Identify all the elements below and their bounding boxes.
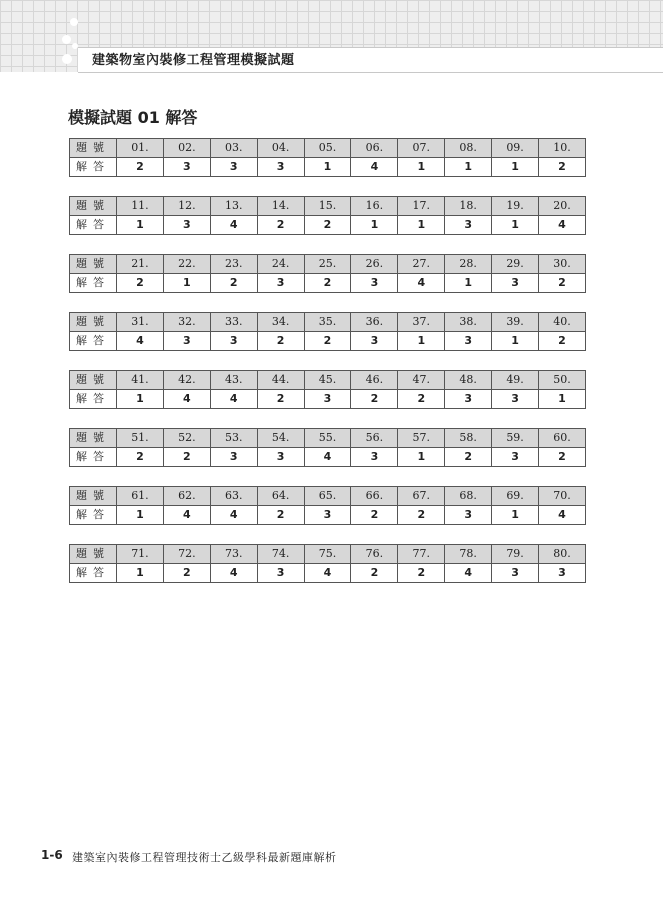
question-number-cell: 39. bbox=[492, 313, 539, 332]
running-header-title: 建築物室內裝修工程管理模擬試題 bbox=[92, 53, 295, 68]
answer-cell: 2 bbox=[351, 564, 398, 583]
answer-cell: 4 bbox=[163, 390, 210, 409]
question-number-cell: 07. bbox=[398, 139, 445, 158]
question-number-cell: 04. bbox=[257, 139, 304, 158]
answer-cell: 3 bbox=[304, 390, 351, 409]
answer-cell: 3 bbox=[539, 564, 586, 583]
question-number-row bbox=[70, 371, 586, 390]
question-number-cell: 22. bbox=[163, 255, 210, 274]
question-number-cell: 32. bbox=[163, 313, 210, 332]
answer-cell: 2 bbox=[163, 564, 210, 583]
answer-table bbox=[69, 428, 586, 467]
question-number-cell: 14. bbox=[257, 197, 304, 216]
question-number-cell: 64. bbox=[257, 487, 304, 506]
answer-cell: 1 bbox=[117, 506, 164, 525]
question-number-cell: 75. bbox=[304, 545, 351, 564]
answer-cell: 2 bbox=[304, 216, 351, 235]
answer-cell: 2 bbox=[351, 390, 398, 409]
question-number-row bbox=[70, 487, 586, 506]
answer-cell: 2 bbox=[539, 158, 586, 177]
answer-cell: 2 bbox=[117, 448, 164, 467]
question-number-cell: 12. bbox=[163, 197, 210, 216]
answer-row bbox=[70, 274, 586, 293]
question-number-cell: 46. bbox=[351, 371, 398, 390]
question-number-cell: 52. bbox=[163, 429, 210, 448]
answer-cell: 4 bbox=[210, 390, 257, 409]
answer-cell: 1 bbox=[398, 216, 445, 235]
question-number-cell: 02. bbox=[163, 139, 210, 158]
answer-cell: 1 bbox=[492, 332, 539, 351]
answer-label: 解答 bbox=[70, 274, 117, 293]
answer-row bbox=[70, 564, 586, 583]
answer-cell: 1 bbox=[445, 274, 492, 293]
question-number-cell: 13. bbox=[210, 197, 257, 216]
answer-cell: 3 bbox=[163, 332, 210, 351]
answer-cell: 1 bbox=[398, 158, 445, 177]
answer-cell: 1 bbox=[445, 158, 492, 177]
question-number-cell: 50. bbox=[539, 371, 586, 390]
answer-cell: 1 bbox=[492, 506, 539, 525]
question-label: 題號 bbox=[70, 255, 117, 274]
answer-cell: 4 bbox=[210, 506, 257, 525]
answer-cell: 2 bbox=[257, 390, 304, 409]
question-number-cell: 40. bbox=[539, 313, 586, 332]
answer-cell: 3 bbox=[492, 390, 539, 409]
question-number-cell: 60. bbox=[539, 429, 586, 448]
answer-table bbox=[69, 196, 586, 235]
answer-cell: 4 bbox=[398, 274, 445, 293]
question-number-cell: 25. bbox=[304, 255, 351, 274]
answer-table bbox=[69, 138, 586, 177]
answer-cell: 2 bbox=[304, 332, 351, 351]
question-number-cell: 19. bbox=[492, 197, 539, 216]
question-number-cell: 57. bbox=[398, 429, 445, 448]
answer-cell: 2 bbox=[398, 390, 445, 409]
question-number-cell: 79. bbox=[492, 545, 539, 564]
answer-cell: 2 bbox=[539, 332, 586, 351]
answer-row bbox=[70, 216, 586, 235]
question-number-cell: 58. bbox=[445, 429, 492, 448]
header-dot bbox=[62, 54, 72, 64]
answer-cell: 1 bbox=[117, 390, 164, 409]
question-number-cell: 76. bbox=[351, 545, 398, 564]
question-number-cell: 68. bbox=[445, 487, 492, 506]
question-number-cell: 80. bbox=[539, 545, 586, 564]
question-number-cell: 55. bbox=[304, 429, 351, 448]
question-number-cell: 78. bbox=[445, 545, 492, 564]
answer-row bbox=[70, 390, 586, 409]
answer-label: 解答 bbox=[70, 506, 117, 525]
question-number-cell: 71. bbox=[117, 545, 164, 564]
answer-cell: 4 bbox=[304, 448, 351, 467]
question-number-cell: 42. bbox=[163, 371, 210, 390]
question-number-cell: 43. bbox=[210, 371, 257, 390]
answer-cell: 3 bbox=[210, 158, 257, 177]
answer-table bbox=[69, 486, 586, 525]
question-number-cell: 20. bbox=[539, 197, 586, 216]
answer-table bbox=[69, 254, 586, 293]
answer-cell: 3 bbox=[492, 564, 539, 583]
answer-cell: 3 bbox=[351, 274, 398, 293]
question-number-cell: 35. bbox=[304, 313, 351, 332]
question-number-cell: 56. bbox=[351, 429, 398, 448]
question-label: 題號 bbox=[70, 139, 117, 158]
question-number-row bbox=[70, 139, 586, 158]
question-number-cell: 23. bbox=[210, 255, 257, 274]
question-number-cell: 62. bbox=[163, 487, 210, 506]
answer-table bbox=[69, 544, 586, 583]
answer-cell: 4 bbox=[210, 216, 257, 235]
question-number-cell: 49. bbox=[492, 371, 539, 390]
answer-cell: 2 bbox=[257, 506, 304, 525]
answer-cell: 1 bbox=[117, 564, 164, 583]
answer-cell: 3 bbox=[351, 448, 398, 467]
question-number-cell: 28. bbox=[445, 255, 492, 274]
answer-table bbox=[69, 370, 586, 409]
answer-cell: 3 bbox=[304, 506, 351, 525]
answer-cell: 4 bbox=[351, 158, 398, 177]
answer-label: 解答 bbox=[70, 564, 117, 583]
answer-cell: 3 bbox=[492, 274, 539, 293]
answer-cell: 3 bbox=[351, 332, 398, 351]
question-number-cell: 48. bbox=[445, 371, 492, 390]
answer-cell: 2 bbox=[163, 448, 210, 467]
question-number-cell: 27. bbox=[398, 255, 445, 274]
question-number-row bbox=[70, 545, 586, 564]
answer-cell: 2 bbox=[117, 158, 164, 177]
answer-cell: 2 bbox=[539, 274, 586, 293]
question-number-cell: 37. bbox=[398, 313, 445, 332]
answer-cell: 2 bbox=[304, 274, 351, 293]
answer-label: 解答 bbox=[70, 158, 117, 177]
question-label: 題號 bbox=[70, 313, 117, 332]
answer-label: 解答 bbox=[70, 448, 117, 467]
question-number-cell: 61. bbox=[117, 487, 164, 506]
question-number-row bbox=[70, 313, 586, 332]
answer-cell: 1 bbox=[539, 390, 586, 409]
answer-cell: 3 bbox=[210, 448, 257, 467]
answer-cell: 3 bbox=[210, 332, 257, 351]
question-number-cell: 65. bbox=[304, 487, 351, 506]
answer-cell: 3 bbox=[492, 448, 539, 467]
question-number-cell: 31. bbox=[117, 313, 164, 332]
question-number-cell: 18. bbox=[445, 197, 492, 216]
answer-label: 解答 bbox=[70, 390, 117, 409]
question-number-cell: 51. bbox=[117, 429, 164, 448]
answer-cell: 2 bbox=[398, 506, 445, 525]
question-number-cell: 16. bbox=[351, 197, 398, 216]
answer-cell: 3 bbox=[257, 274, 304, 293]
answer-row bbox=[70, 332, 586, 351]
answer-row bbox=[70, 506, 586, 525]
question-number-cell: 01. bbox=[117, 139, 164, 158]
answer-cell: 3 bbox=[445, 216, 492, 235]
question-number-cell: 36. bbox=[351, 313, 398, 332]
question-number-cell: 06. bbox=[351, 139, 398, 158]
question-number-cell: 44. bbox=[257, 371, 304, 390]
answer-label: 解答 bbox=[70, 216, 117, 235]
question-label: 題號 bbox=[70, 487, 117, 506]
question-number-cell: 30. bbox=[539, 255, 586, 274]
question-number-cell: 26. bbox=[351, 255, 398, 274]
answer-cell: 2 bbox=[351, 506, 398, 525]
answer-cell: 3 bbox=[445, 506, 492, 525]
answer-cell: 1 bbox=[351, 216, 398, 235]
question-number-cell: 67. bbox=[398, 487, 445, 506]
answer-cell: 4 bbox=[539, 506, 586, 525]
answer-cell: 1 bbox=[492, 216, 539, 235]
answer-cell: 1 bbox=[398, 332, 445, 351]
question-number-cell: 09. bbox=[492, 139, 539, 158]
question-number-cell: 24. bbox=[257, 255, 304, 274]
page-number: 1-6 bbox=[41, 848, 63, 862]
question-number-cell: 33. bbox=[210, 313, 257, 332]
question-number-row bbox=[70, 429, 586, 448]
question-number-cell: 70. bbox=[539, 487, 586, 506]
question-number-row bbox=[70, 197, 586, 216]
answer-cell: 2 bbox=[398, 564, 445, 583]
answer-cell: 3 bbox=[257, 158, 304, 177]
question-number-cell: 21. bbox=[117, 255, 164, 274]
answer-cell: 2 bbox=[539, 448, 586, 467]
answer-cell: 1 bbox=[398, 448, 445, 467]
answer-cell: 2 bbox=[257, 332, 304, 351]
question-number-cell: 41. bbox=[117, 371, 164, 390]
question-label: 題號 bbox=[70, 371, 117, 390]
answer-cell: 3 bbox=[163, 216, 210, 235]
question-number-cell: 11. bbox=[117, 197, 164, 216]
answer-cell: 2 bbox=[257, 216, 304, 235]
answer-cell: 1 bbox=[117, 216, 164, 235]
question-number-cell: 38. bbox=[445, 313, 492, 332]
question-number-cell: 03. bbox=[210, 139, 257, 158]
question-number-cell: 77. bbox=[398, 545, 445, 564]
question-number-cell: 15. bbox=[304, 197, 351, 216]
answer-cell: 2 bbox=[445, 448, 492, 467]
answer-row bbox=[70, 158, 586, 177]
footer-book-title: 建築室內裝修工程管理技術士乙級學科最新題庫解析 bbox=[72, 851, 337, 864]
question-number-cell: 47. bbox=[398, 371, 445, 390]
answer-cell: 4 bbox=[539, 216, 586, 235]
answer-cell: 3 bbox=[445, 390, 492, 409]
question-number-cell: 53. bbox=[210, 429, 257, 448]
answer-cell: 3 bbox=[445, 332, 492, 351]
answer-cell: 4 bbox=[163, 506, 210, 525]
question-number-cell: 08. bbox=[445, 139, 492, 158]
answer-cell: 3 bbox=[257, 564, 304, 583]
answer-cell: 4 bbox=[304, 564, 351, 583]
answer-cell: 4 bbox=[210, 564, 257, 583]
question-number-row bbox=[70, 255, 586, 274]
answer-row bbox=[70, 448, 586, 467]
question-number-cell: 29. bbox=[492, 255, 539, 274]
question-label: 題號 bbox=[70, 429, 117, 448]
question-number-cell: 45. bbox=[304, 371, 351, 390]
answer-label: 解答 bbox=[70, 332, 117, 351]
question-number-cell: 63. bbox=[210, 487, 257, 506]
answer-cell: 4 bbox=[445, 564, 492, 583]
answer-cell: 2 bbox=[117, 274, 164, 293]
page-heading: 模擬試題 01 解答 bbox=[68, 108, 198, 127]
header-dot bbox=[70, 18, 78, 26]
answer-cell: 2 bbox=[210, 274, 257, 293]
question-number-cell: 74. bbox=[257, 545, 304, 564]
question-number-cell: 34. bbox=[257, 313, 304, 332]
answer-cell: 4 bbox=[117, 332, 164, 351]
question-number-cell: 69. bbox=[492, 487, 539, 506]
answer-cell: 3 bbox=[257, 448, 304, 467]
question-number-cell: 73. bbox=[210, 545, 257, 564]
question-number-cell: 17. bbox=[398, 197, 445, 216]
question-number-cell: 72. bbox=[163, 545, 210, 564]
question-number-cell: 59. bbox=[492, 429, 539, 448]
answer-cell: 1 bbox=[492, 158, 539, 177]
question-label: 題號 bbox=[70, 197, 117, 216]
answer-cell: 1 bbox=[304, 158, 351, 177]
answer-cell: 3 bbox=[163, 158, 210, 177]
question-number-cell: 66. bbox=[351, 487, 398, 506]
question-label: 題號 bbox=[70, 545, 117, 564]
question-number-cell: 10. bbox=[539, 139, 586, 158]
question-number-cell: 54. bbox=[257, 429, 304, 448]
header-dot bbox=[62, 35, 71, 44]
answer-cell: 1 bbox=[163, 274, 210, 293]
question-number-cell: 05. bbox=[304, 139, 351, 158]
answer-table bbox=[69, 312, 586, 351]
